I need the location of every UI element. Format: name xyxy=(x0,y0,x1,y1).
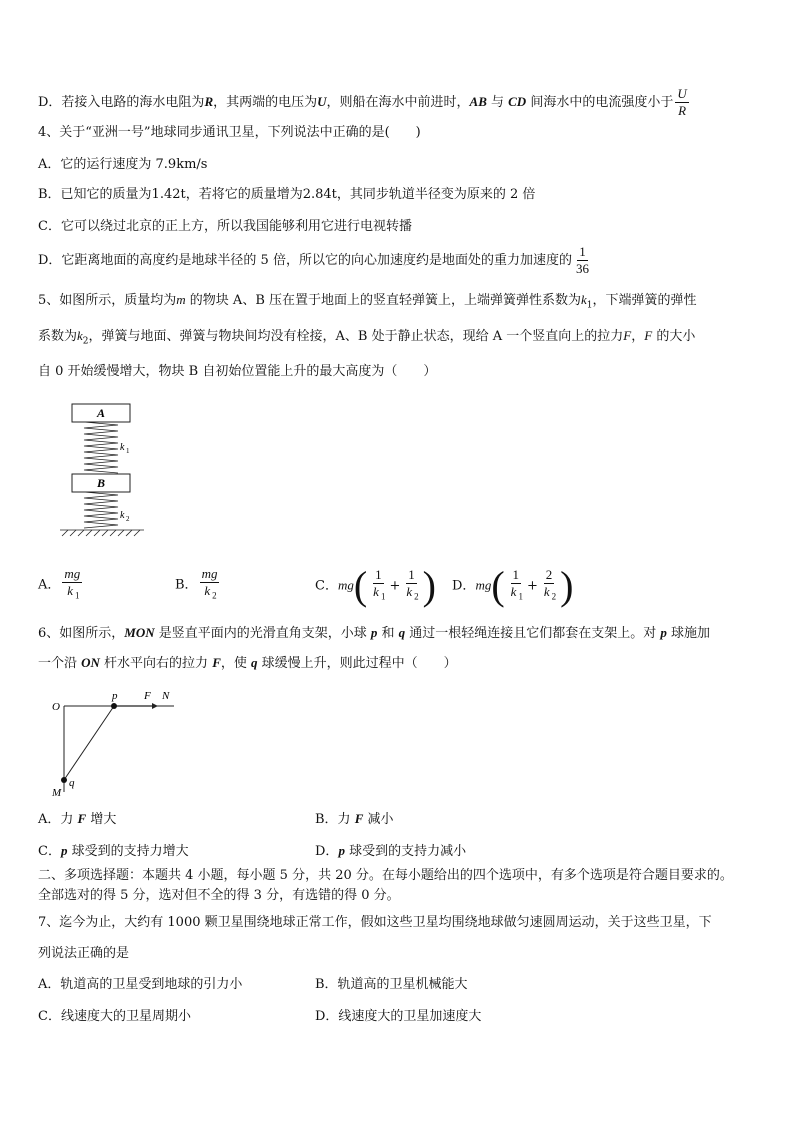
svg-text:1: 1 xyxy=(126,447,130,455)
label-f: F xyxy=(144,690,151,702)
rope xyxy=(64,706,114,780)
q4-option-b: B．已知它的质量为1.42t，若将它的质量增为2.84t，其同步轨道半径变为原来的 2 倍 xyxy=(38,187,536,202)
q6-option-a: A．力 F 增大 xyxy=(38,811,117,827)
q6-option-d: D．p 球受到的支持力减小 xyxy=(315,843,467,859)
ball-p xyxy=(111,703,117,709)
label-o: O xyxy=(52,701,60,713)
label-m: M xyxy=(52,787,62,799)
ground xyxy=(60,530,144,536)
fraction-u-over-r: $\frac{U}{R}$ xyxy=(677,86,687,118)
ball-q xyxy=(61,777,67,783)
q4-stem: 4、关于“亚洲一号”地球同步通讯卫星，下列说法中正确的是( ) xyxy=(38,125,421,140)
label-p: p xyxy=(112,690,118,702)
q5-stem-line2: 系数为$k_2$，弹簧与地面、弹簧与物块间均没有栓接，A、B 处于静止状态，现给 A 一个竖直向上的拉力F，F 的大小 xyxy=(38,328,696,347)
q7-stem-line2: 列说法正确的是 xyxy=(38,946,130,961)
q5-option-a: A． $\frac{mg}{k _1}$ xyxy=(38,566,81,601)
q4-option-d: D．它距离地面的高度约是地球半径的 5 倍，所以它的向心加速度约是地面处的重力加速度的 $\frac{1}{36}$ xyxy=(38,244,589,276)
q5-stem-line1: 5、如图所示，质量均为m 的物块 A、B 压在置于地面上的竖直轻弹簧上，上端弹簧弹性系数为$k_1$，下端弹簧的弹性 xyxy=(38,292,697,311)
k1-label: k xyxy=(120,442,125,453)
block-b-label: B xyxy=(97,476,106,490)
q6-frame-diagram xyxy=(48,688,188,800)
q7-option-b: B．轨道高的卫星机械能大 xyxy=(315,977,468,992)
fraction-1-over-36: $\frac{1}{36}$ xyxy=(575,244,589,276)
q6-option-b: B．力 F 减小 xyxy=(315,811,394,827)
q5-spring-diagram xyxy=(60,400,180,540)
upper-spring xyxy=(84,422,118,473)
label-n: N xyxy=(162,690,170,702)
label-q: q xyxy=(69,777,75,789)
q6-option-c: C．p 球受到的支持力增大 xyxy=(38,843,189,859)
q4-option-a: A．它的运行速度为 7.9km/s xyxy=(38,157,208,172)
q3-option-d: D．若接入电路的海水电阻为R，其两端的电压为U，则船在海水中前进时，AB 与 CD 间海水中的电流强度小于 $\frac{U}{R}$ xyxy=(38,86,687,118)
section2-instructions-line2: 全部选对的得 5 分，选对但不全的得 3 分，有选错的得 0 分。 xyxy=(38,888,400,903)
q6-stem-line1: 6、如图所示，MON 是竖直平面内的光滑直角支架，小球 p 和 q 通过一根轻绳连接且它们都套在支架上。对 p 球施加 xyxy=(38,625,711,641)
q5-option-c: C．mg( $\frac{1}{k _1}$ + $\frac{1}{k _2}$ ) xyxy=(315,563,436,608)
q6-stem-line2: 一个沿 ON 杆水平向右的拉力 F，使 q 球缓慢上升，则此过程中（ ） xyxy=(38,655,457,671)
q7-option-c: C．线速度大的卫星周期小 xyxy=(38,1009,191,1024)
q4-option-c: C．它可以绕过北京的正上方，所以我国能够利用它进行电视转播 xyxy=(38,219,412,234)
section2-instructions-line1: 二、多项选择题：本题共 4 小题，每小题 5 分，共 20 分。在每小题给出的四个选项中，有多个选项是符合题目要求的。 xyxy=(38,868,733,883)
q7-stem-line1: 7、迄今为止，大约有 1000 颗卫星围绕地球正常工作，假如这些卫星均围绕地球做匀速圆周运动，关于这些卫星，下 xyxy=(38,915,712,930)
q7-option-d: D．线速度大的卫星加速度大 xyxy=(315,1009,482,1024)
q5-stem-line3: 自 0 开始缓慢增大，物块 B 自初始位置能上升的最大高度为（ ） xyxy=(38,364,437,379)
svg-text:2: 2 xyxy=(126,515,130,523)
q5-option-b: B． $\frac{mg}{k _2}$ xyxy=(175,566,218,601)
q5-option-d: D．mg( $\frac{1}{k _1}$ + $\frac{2}{k _2}$ ) xyxy=(452,563,574,608)
q7-option-a: A．轨道高的卫星受到地球的引力小 xyxy=(38,977,243,992)
lower-spring xyxy=(84,492,118,528)
k2-label: k xyxy=(120,510,125,521)
block-a-label: A xyxy=(97,406,106,420)
